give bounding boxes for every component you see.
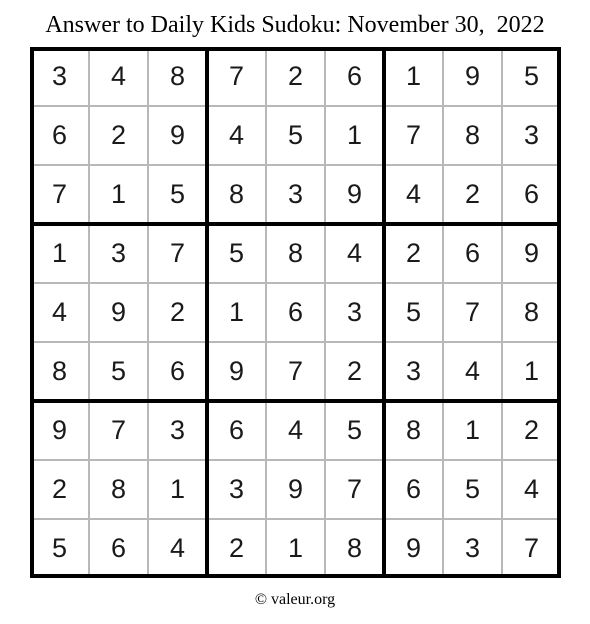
- sudoku-cell-r6-c6: 2: [346, 356, 363, 386]
- sudoku-cell-r9-c2: 6: [110, 533, 127, 563]
- sudoku-cell-r4-c1: 1: [51, 238, 68, 268]
- box-divider-horizontal: [30, 222, 561, 226]
- cell-divider-vertical: [265, 47, 267, 578]
- sudoku-cell-r8-c8: 5: [464, 474, 481, 504]
- sudoku-cell-r9-c6: 8: [346, 533, 363, 563]
- box-divider-vertical: [30, 47, 34, 578]
- sudoku-cell-r6-c7: 3: [405, 356, 422, 386]
- sudoku-cell-r1-c9: 5: [523, 61, 540, 91]
- sudoku-cell-r4-c5: 8: [287, 238, 304, 268]
- sudoku-cell-r9-c5: 1: [287, 533, 304, 563]
- page-title: Answer to Daily Kids Sudoku: November 30, 2022: [45, 12, 545, 38]
- sudoku-cell-r6-c8: 4: [464, 356, 481, 386]
- sudoku-cell-r1-c8: 9: [464, 61, 481, 91]
- box-divider-horizontal: [30, 47, 561, 51]
- sudoku-cell-r5-c6: 3: [346, 297, 363, 327]
- sudoku-cell-r9-c3: 4: [169, 533, 186, 563]
- sudoku-cell-r6-c3: 6: [169, 356, 186, 386]
- sudoku-cell-r7-c5: 4: [287, 415, 304, 445]
- cell-divider-horizontal: [30, 282, 561, 284]
- sudoku-cell-r1-c3: 8: [169, 61, 186, 91]
- sudoku-cell-r2-c6: 1: [346, 120, 363, 150]
- sudoku-cell-r8-c4: 3: [228, 474, 245, 504]
- sudoku-cell-r9-c4: 2: [228, 533, 245, 563]
- sudoku-cell-r3-c8: 2: [464, 179, 481, 209]
- sudoku-cell-r3-c9: 6: [523, 179, 540, 209]
- sudoku-cell-r6-c4: 9: [228, 356, 245, 386]
- cell-divider-horizontal: [30, 518, 561, 520]
- box-divider-horizontal: [30, 574, 561, 578]
- sudoku-cell-r1-c4: 7: [228, 61, 245, 91]
- sudoku-cell-r1-c5: 2: [287, 61, 304, 91]
- sudoku-cell-r1-c1: 3: [51, 61, 68, 91]
- sudoku-cell-r4-c4: 5: [228, 238, 245, 268]
- sudoku-cell-r4-c3: 7: [169, 238, 186, 268]
- sudoku-cell-r1-c7: 1: [405, 61, 422, 91]
- box-divider-vertical: [557, 47, 561, 578]
- sudoku-cell-r4-c9: 9: [523, 238, 540, 268]
- sudoku-cell-r4-c2: 3: [110, 238, 127, 268]
- sudoku-cell-r2-c2: 2: [110, 120, 127, 150]
- sudoku-cell-r2-c5: 5: [287, 120, 304, 150]
- sudoku-cell-r3-c5: 3: [287, 179, 304, 209]
- box-divider-vertical: [205, 47, 209, 578]
- sudoku-cell-r5-c2: 9: [110, 297, 127, 327]
- sudoku-grid: [30, 47, 561, 578]
- sudoku-cell-r2-c9: 3: [523, 120, 540, 150]
- sudoku-cell-r1-c6: 6: [346, 61, 363, 91]
- cell-divider-horizontal: [30, 341, 561, 343]
- sudoku-cell-r4-c7: 2: [405, 238, 422, 268]
- sudoku-cell-r4-c8: 6: [464, 238, 481, 268]
- copyright-footer: © valeur.org: [254, 591, 336, 608]
- sudoku-cell-r5-c8: 7: [464, 297, 481, 327]
- sudoku-cell-r9-c7: 9: [405, 533, 422, 563]
- sudoku-cell-r8-c7: 6: [405, 474, 422, 504]
- sudoku-cell-r2-c7: 7: [405, 120, 422, 150]
- sudoku-cell-r8-c5: 9: [287, 474, 304, 504]
- sudoku-cell-r7-c2: 7: [110, 415, 127, 445]
- sudoku-cell-r7-c3: 3: [169, 415, 186, 445]
- sudoku-cell-r3-c6: 9: [346, 179, 363, 209]
- sudoku-cell-r7-c6: 5: [346, 415, 363, 445]
- sudoku-cell-r1-c2: 4: [110, 61, 127, 91]
- cell-divider-vertical: [147, 47, 149, 578]
- sudoku-cell-r6-c1: 8: [51, 356, 68, 386]
- sudoku-cell-r8-c1: 2: [51, 474, 68, 504]
- cell-divider-vertical: [442, 47, 444, 578]
- sudoku-cell-r8-c2: 8: [110, 474, 127, 504]
- cell-divider-vertical: [501, 47, 503, 578]
- sudoku-cell-r6-c5: 7: [287, 356, 304, 386]
- sudoku-cell-r5-c4: 1: [228, 297, 245, 327]
- sudoku-cell-r3-c4: 8: [228, 179, 245, 209]
- sudoku-cell-r2-c1: 6: [51, 120, 68, 150]
- sudoku-cell-r8-c6: 7: [346, 474, 363, 504]
- cell-divider-vertical: [324, 47, 326, 578]
- sudoku-cell-r5-c5: 6: [287, 297, 304, 327]
- sudoku-cell-r3-c2: 1: [110, 179, 127, 209]
- sudoku-cell-r5-c7: 5: [405, 297, 422, 327]
- box-divider-vertical: [382, 47, 386, 578]
- sudoku-cell-r9-c8: 3: [464, 533, 481, 563]
- sudoku-cell-r3-c1: 7: [51, 179, 68, 209]
- cell-divider-horizontal: [30, 459, 561, 461]
- sudoku-cell-r7-c8: 1: [464, 415, 481, 445]
- sudoku-cell-r2-c8: 8: [464, 120, 481, 150]
- sudoku-cell-r5-c9: 8: [523, 297, 540, 327]
- sudoku-cell-r6-c9: 1: [523, 356, 540, 386]
- cell-divider-vertical: [88, 47, 90, 578]
- sudoku-cell-r4-c6: 4: [346, 238, 363, 268]
- sudoku-cell-r8-c9: 4: [523, 474, 540, 504]
- box-divider-horizontal: [30, 399, 561, 403]
- cell-divider-horizontal: [30, 164, 561, 166]
- cell-divider-horizontal: [30, 105, 561, 107]
- sudoku-cell-r6-c2: 5: [110, 356, 127, 386]
- sudoku-cell-r7-c7: 8: [405, 415, 422, 445]
- sudoku-cell-r7-c1: 9: [51, 415, 68, 445]
- sudoku-cell-r5-c1: 4: [51, 297, 68, 327]
- sudoku-cell-r7-c4: 6: [228, 415, 245, 445]
- sudoku-cell-r3-c7: 4: [405, 179, 422, 209]
- sudoku-cell-r5-c3: 2: [169, 297, 186, 327]
- sudoku-cell-r7-c9: 2: [523, 415, 540, 445]
- sudoku-cell-r2-c4: 4: [228, 120, 245, 150]
- sudoku-cell-r2-c3: 9: [169, 120, 186, 150]
- sudoku-cell-r9-c1: 5: [51, 533, 68, 563]
- sudoku-cell-r3-c3: 5: [169, 179, 186, 209]
- sudoku-cell-r9-c9: 7: [523, 533, 540, 563]
- sudoku-cell-r8-c3: 1: [169, 474, 186, 504]
